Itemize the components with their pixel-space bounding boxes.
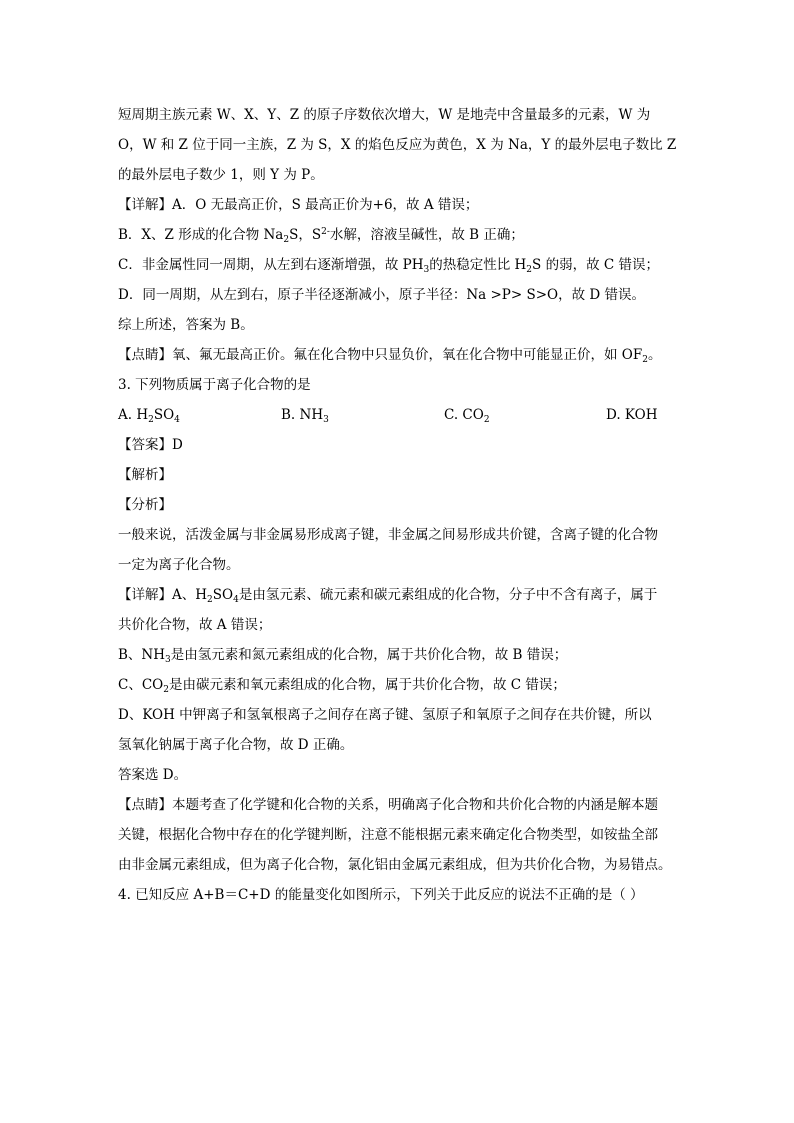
text-line: D、KOH 中钾离子和氢氧根离子之间存在离子键、氢原子和氧原子之间存在共价键，所以 — [118, 707, 652, 723]
summary: 综上所述，答案为 B。 — [118, 317, 254, 333]
option-c: C. $CO_2$ — [444, 407, 490, 425]
question-3-stem: 3. 下列物质属于离子化合物的是 — [118, 377, 311, 393]
text-line: O，W 和 Z 位于同一主族，Z 为 S，X 的焰色反应为黄色，X 为 Na，Y 的最外层电子数比 Z — [118, 137, 677, 153]
text-line: 共价化合物，故 A 错误； — [118, 617, 272, 633]
text-line: 关键，根据化合物中存在的化学键判断，注意不能根据元素来确定化合物类型，如铵盐全部 — [118, 827, 658, 843]
q3-detail-a: 【详解】A、$H_2SO_4$是由氢元素、硫元素和碳元素组成的化合物，分子中不含有离子，属于 — [118, 587, 658, 605]
text-line: 一般来说，活泼金属与非金属易形成离子键，非金属之间易形成共价键，含离子键的化合物 — [118, 527, 658, 543]
detail-a: 【详解】A．O 无最高正价，S 最高正价为+6，故 A 错误； — [118, 197, 479, 213]
text-line: 一定为离子化合物。 — [118, 557, 240, 573]
detail-d: D．同一周期，从左到右，原子半径逐渐减小，原子半径：Na >P> S>O，故 D 错误。 — [118, 287, 646, 303]
note: 【点睛】氧、氟无最高正价。氟在化合物中只显负价，氧在化合物中可能显正价，如 $OF_2$。 — [118, 347, 662, 365]
detail-c: C．非金属性同一周期，从左到右逐渐增强，故 $PH_3$的热稳定性比 $H_2S$ 的弱，故 C 错误； — [118, 257, 659, 275]
text-line: 【点睛】本题考查了化学键和化合物的关系，明确离子化合物和共价化合物的内涵是解本题 — [118, 797, 658, 813]
fenxi-heading: 【分析】 — [118, 497, 172, 513]
q3-detail-c: C、$CO_2$是由碳元素和氧元素组成的化合物，属于共价化合物，故 C 错误； — [118, 677, 566, 695]
option-a: A. $H_2SO_4$ — [118, 407, 180, 425]
text-line: 氢氧化钠属于离子化合物，故 D 正确。 — [118, 737, 354, 753]
q3-detail-b: B、$NH_3$是由氢元素和氮元素组成的化合物，属于共价化合物，故 B 错误； — [118, 647, 568, 665]
text-line: 的最外层电子数少 1，则 Y 为 P。 — [118, 167, 324, 183]
question-4-stem: 4. 已知反应 A+B＝C+D 的能量变化如图所示，下列关于此反应的说法不正确的是（ ） — [118, 887, 644, 903]
answer: 【答案】D — [118, 437, 183, 453]
text-line: 由非金属元素组成，但为离子化合物，氯化铝由金属元素组成，但为共价化合物，为易错点。 — [118, 857, 672, 873]
detail-b: B．X、Z 形成的化合物 $Na_2S$，$S^{2-}$水解，溶液呈碱性，故 B 正确； — [118, 227, 524, 245]
analysis-heading: 【解析】 — [118, 467, 172, 483]
final-answer: 答案选 D。 — [118, 767, 188, 783]
option-b: B. $NH_3$ — [281, 407, 329, 425]
text-line: 短周期主族元素 W、X、Y、Z 的原子序数依次增大，W 是地壳中含量最多的元素，W 为 — [118, 107, 651, 123]
option-d: D. KOH — [606, 407, 658, 423]
